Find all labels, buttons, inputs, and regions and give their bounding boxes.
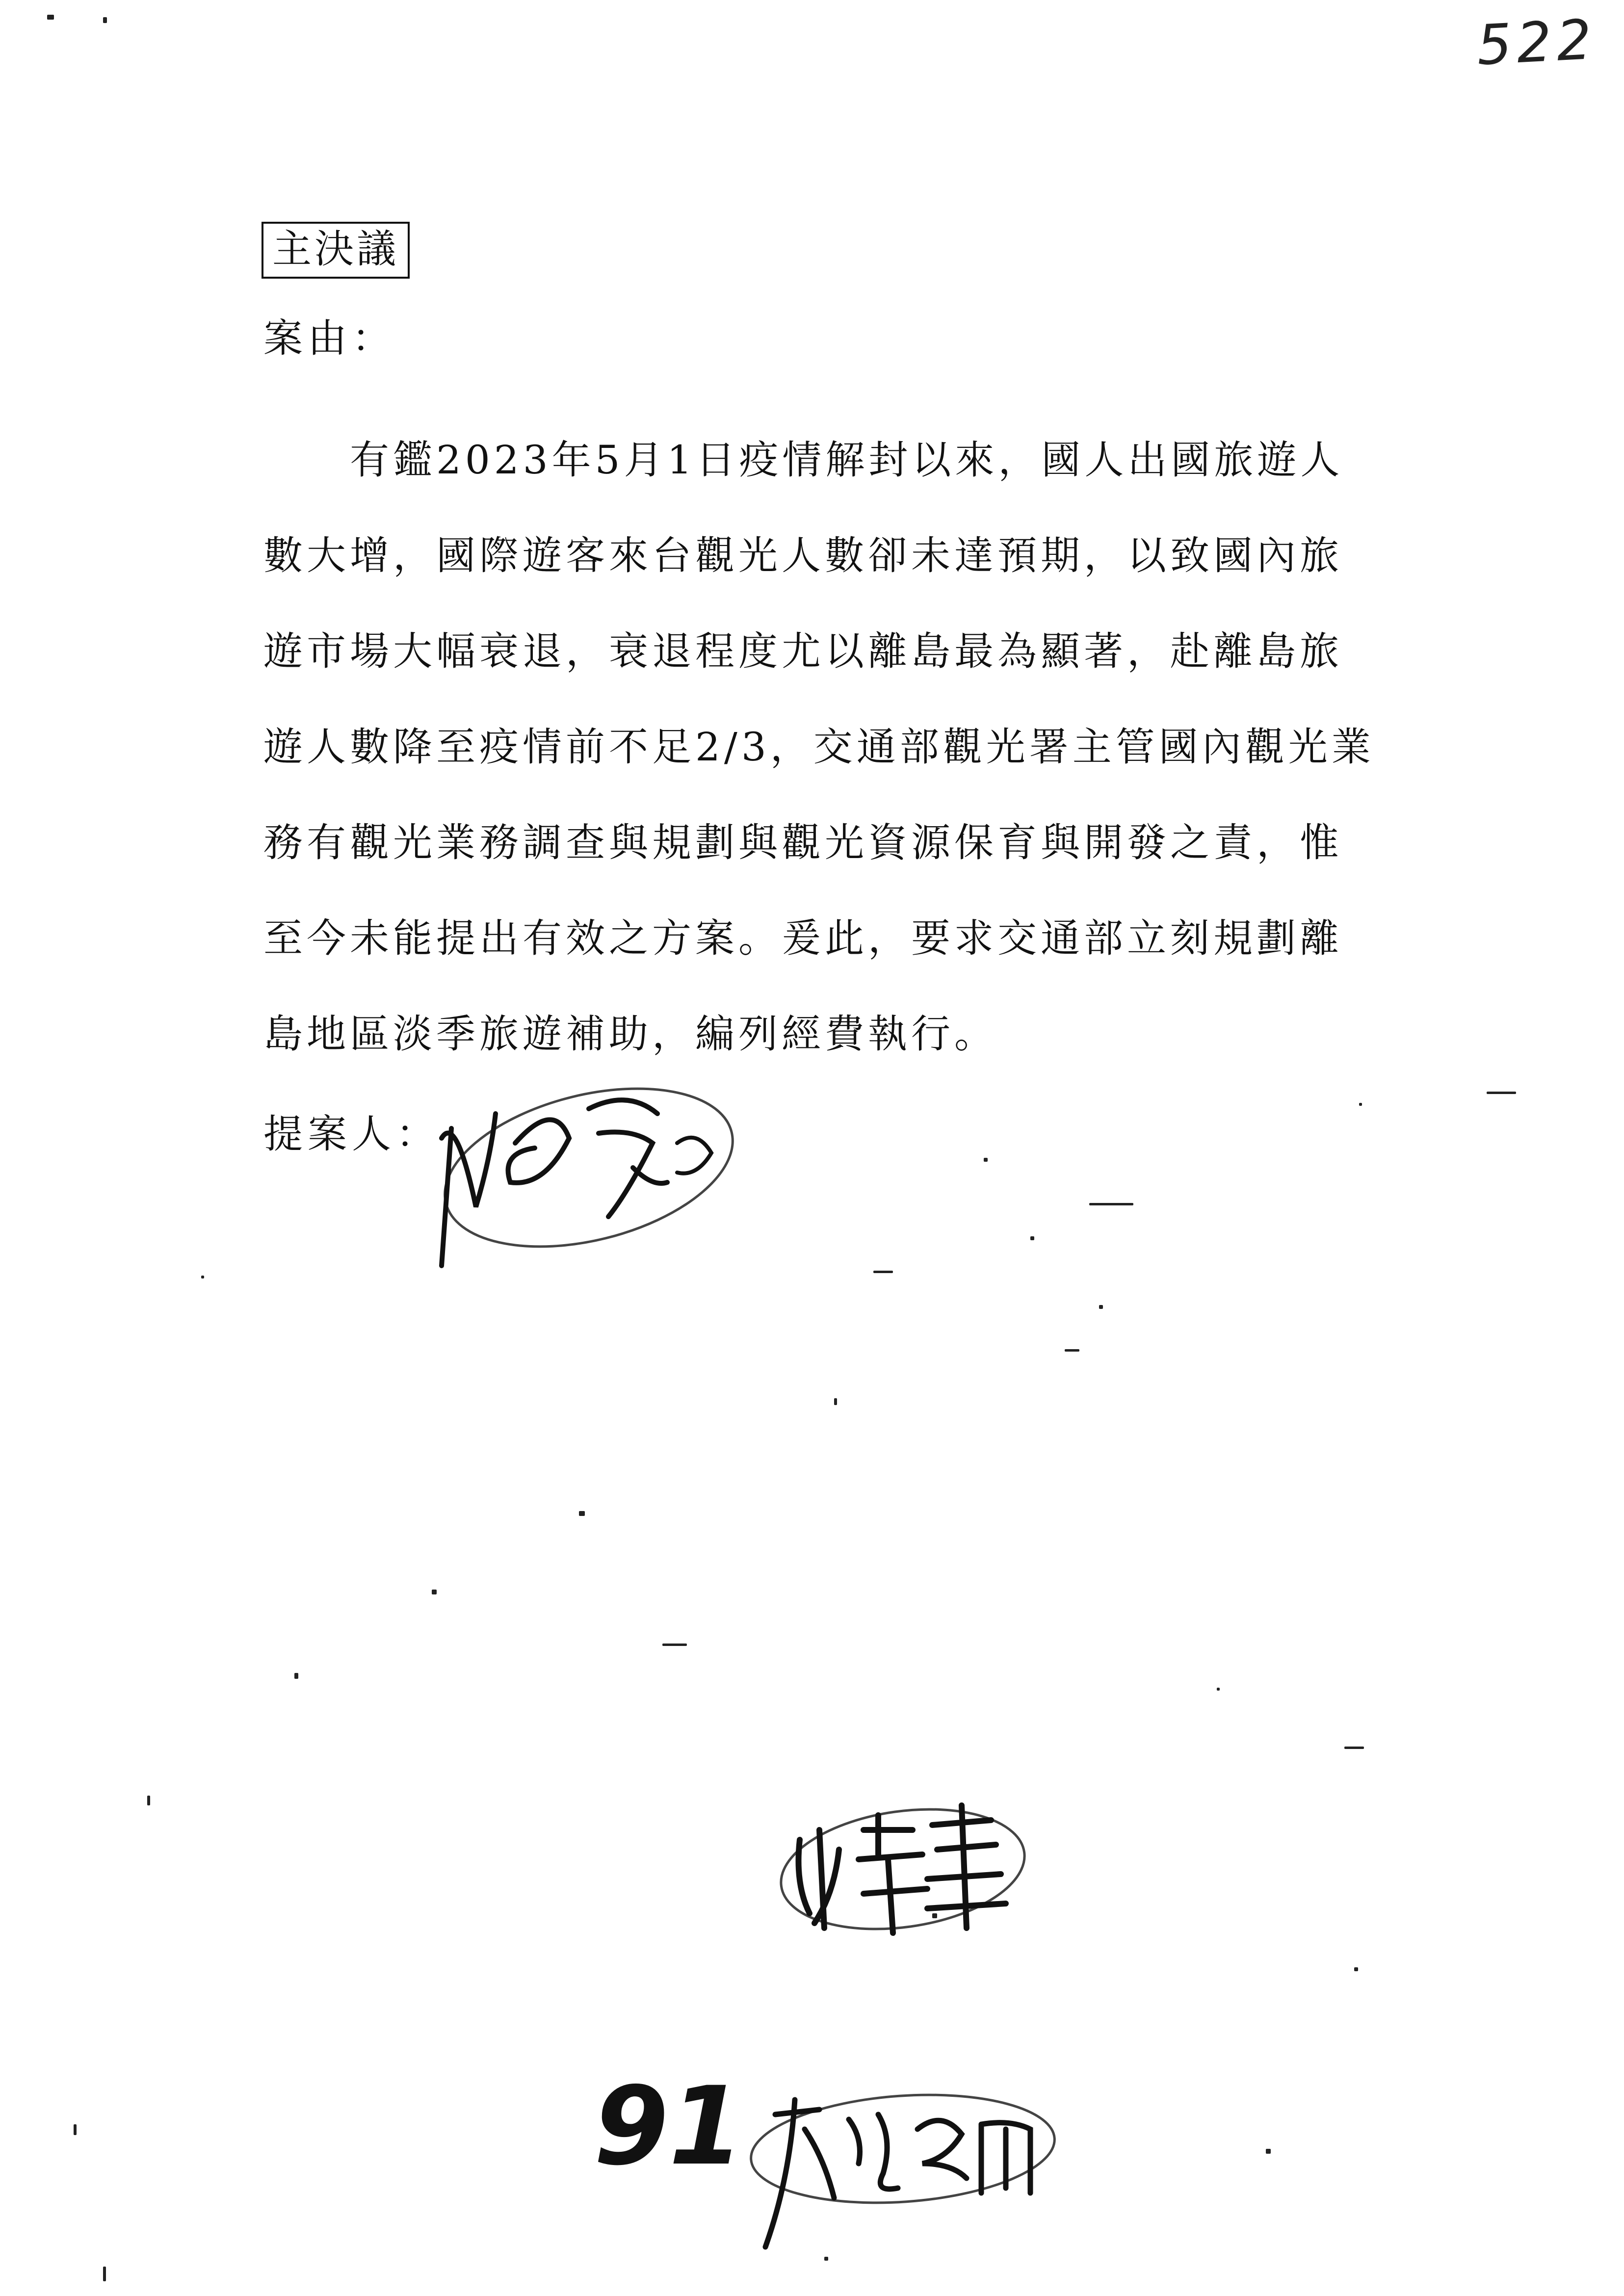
scan-speck — [294, 1673, 298, 1679]
document-label: 主決議 — [262, 222, 410, 279]
cosigner-signature — [765, 1786, 1040, 1962]
proposer-label: 提案人： — [263, 1111, 440, 1157]
body-line: 遊人數降至疫情前不足2/3，交通部觀光署主管國內觀光業 — [263, 724, 1375, 770]
scan-speck — [47, 15, 54, 20]
cosigner-signature — [736, 2080, 1070, 2257]
scan-speck — [1344, 1747, 1364, 1749]
scan-speck — [662, 1644, 687, 1646]
scan-speck — [873, 1271, 893, 1273]
scan-speck — [147, 1796, 150, 1805]
scan-speck — [1065, 1349, 1079, 1352]
scan-speck — [1089, 1203, 1133, 1205]
scan-speck — [103, 2267, 106, 2281]
scan-speck — [1266, 2149, 1271, 2154]
body-line: 務有觀光業務調查與規劃與觀光資源保育與開發之責，惟 — [263, 820, 1343, 865]
scan-speck — [984, 1158, 988, 1162]
scan-speck — [932, 1913, 937, 1918]
body-line: 遊市場大幅衰退，衰退程度尤以離島最為顯著，赴離島旅 — [263, 628, 1343, 674]
body-line: 數大增，國際遊客來台觀光人數卻未達預期，以致國內旅 — [263, 533, 1343, 578]
scan-speck — [824, 2257, 828, 2261]
scan-speck — [1487, 1092, 1516, 1094]
scan-speck — [201, 1276, 204, 1278]
scan-speck — [579, 1511, 585, 1516]
scan-speck — [74, 2124, 77, 2135]
scan-speck — [432, 1590, 437, 1594]
case-heading: 案由： — [263, 315, 396, 361]
body-line: 有鑑2023年5月1日疫情解封以來，國人出國旅遊人 — [263, 437, 1344, 483]
case-body — [263, 412, 1392, 1082]
scan-speck — [1354, 1967, 1358, 1971]
scan-speck — [1099, 1305, 1103, 1309]
page-number: 522 — [1475, 7, 1598, 78]
body-line: 至今未能提出有效之方案。爰此，要求交通部立刻規劃離 — [263, 915, 1343, 961]
scan-speck — [1030, 1236, 1034, 1240]
handwritten-number — [589, 2063, 744, 2198]
scan-speck — [1217, 1688, 1220, 1691]
handwritten-number-text: 91 — [594, 2063, 744, 2189]
scan-speck — [103, 17, 107, 23]
scan-speck — [834, 1398, 837, 1405]
proposer-signature — [422, 1070, 756, 1285]
body-line: 島地區淡季旅遊補助，編列經費執行。 — [263, 1011, 997, 1057]
scan-speck — [1359, 1103, 1362, 1106]
